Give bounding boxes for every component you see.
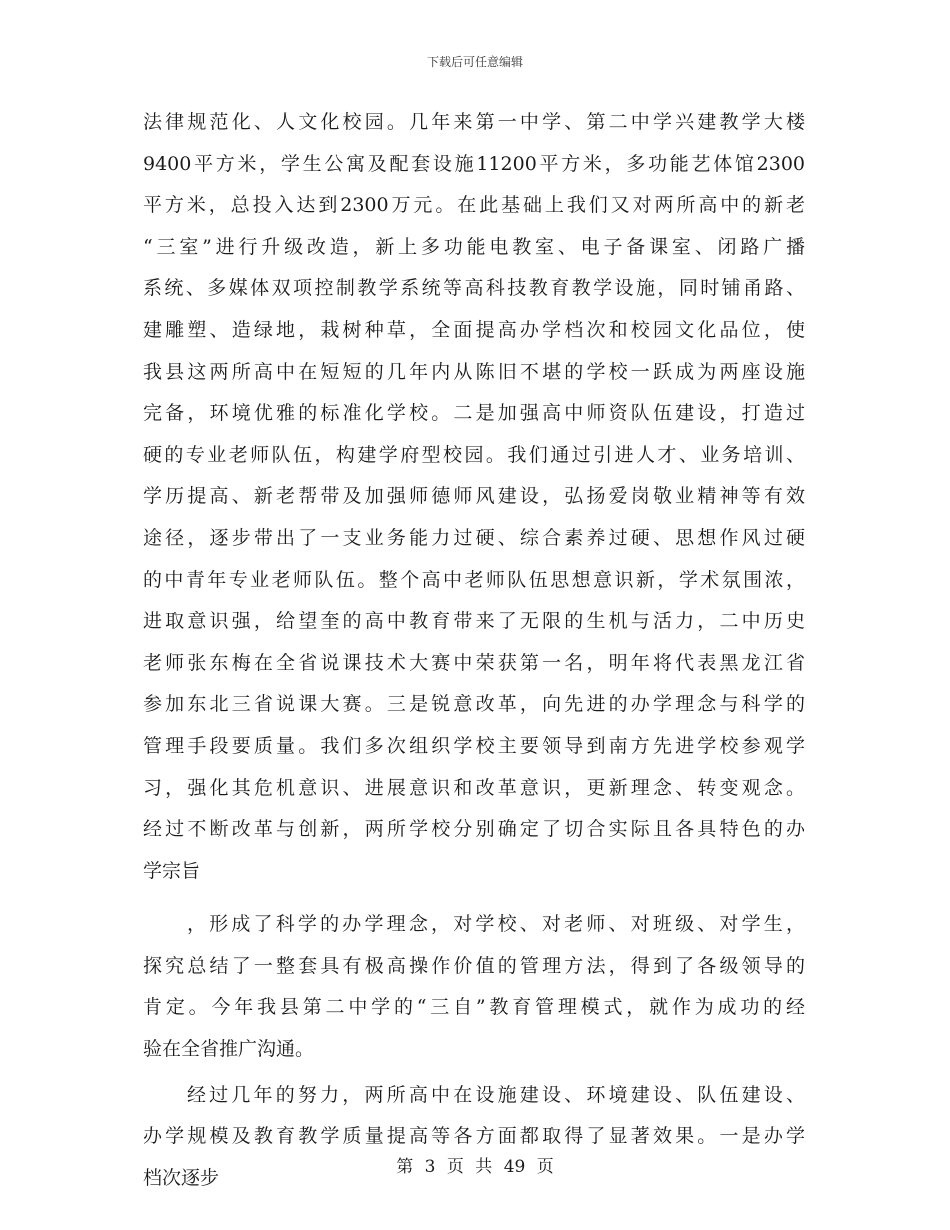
text-line: 验在全省推广沟通。 (143, 1038, 315, 1061)
page-header: 下载后可任意编辑 (426, 55, 523, 69)
text-line: 参加东北三省说课大赛。三是锐意改革，向先进的办学理念与科学的 (143, 693, 805, 716)
text-line: 习，强化其危机意识、进展意识和改革意识，更新理念、转变观念。 (143, 776, 805, 799)
text-line: 平方米，总投入达到2300万元。在此基础上我们又对两所高中的新老 (143, 194, 805, 217)
text-line: 系统、多媒体双项控制教学系统等高科技教育教学设施，同时铺甬路、 (143, 277, 805, 300)
text-line: 建雕塑、造绿地，栽树种草，全面提高办学档次和校园文化品位，使 (143, 318, 805, 341)
text-line: 的中青年专业老师队伍。整个高中老师队伍思想意识新，学术氛围浓， (143, 568, 805, 591)
text-line: 学历提高、新老帮带及加强师德师风建设，弘扬爱岗敬业精神等有效 (143, 485, 805, 508)
page-number-footer: 第 3 页 共 49 页 (396, 1157, 554, 1177)
text-line: ，形成了科学的办学理念，对学校、对老师、对班级、对学生， (187, 913, 805, 936)
text-line: 法律规范化、人文化校园。几年来第一中学、第二中学兴建教学大楼 (143, 111, 805, 133)
text-line: 老师张东梅在全省说课技术大赛中荣获第一名，明年将代表黑龙江省 (143, 651, 805, 674)
text-line: 肯定。今年我县第二中学的“三自”教育管理模式，就作为成功的经 (143, 996, 805, 1019)
text-line: 经过不断改革与创新，两所学校分别确定了切合实际且各具特色的办 (143, 818, 805, 841)
text-line: 探究总结了一整套具有极高操作价值的管理方法，得到了各级领导的 (143, 954, 805, 977)
text-line: 学宗旨 (143, 859, 201, 882)
text-line: 管理手段要质量。我们多次组织学校主要领导到南方先进学校参观学 (143, 734, 805, 757)
text-line: 我县这两所高中在短短的几年内从陈旧不堪的学校一跃成为两座设施 (143, 360, 805, 383)
text-line: 9400平方米，学生公寓及配套设施11200平方米，多功能艺体馆2300 (143, 152, 805, 175)
paragraph-1 (143, 102, 805, 892)
text-line: 经过几年的努力，两所高中在设施建设、环境建设、队伍建设、 (187, 1083, 805, 1106)
text-line: 硬的专业老师队伍，构建学府型校园。我们通过引进人才、业务培训、 (143, 443, 805, 466)
text-line: 进取意识强，给望奎的高中教育带来了无限的生机与活力，二中历史 (143, 610, 805, 633)
text-line: 办学规模及教育教学质量提高等各方面都取得了显著效果。一是办学 (143, 1125, 805, 1148)
text-line: 档次逐步 (143, 1166, 220, 1189)
text-line: “三室”进行升级改造，新上多功能电教室、电子备课室、闭路广播 (143, 235, 805, 258)
document-body (143, 102, 805, 1199)
paragraph-2 (143, 904, 805, 1070)
text-line: 完备，环境优雅的标准化学校。二是加强高中师资队伍建设，打造过 (143, 402, 805, 425)
text-line: 途径，逐步带出了一支业务能力过硬、综合素养过硬、思想作风过硬 (143, 526, 805, 549)
paragraph-3 (143, 1075, 805, 1200)
